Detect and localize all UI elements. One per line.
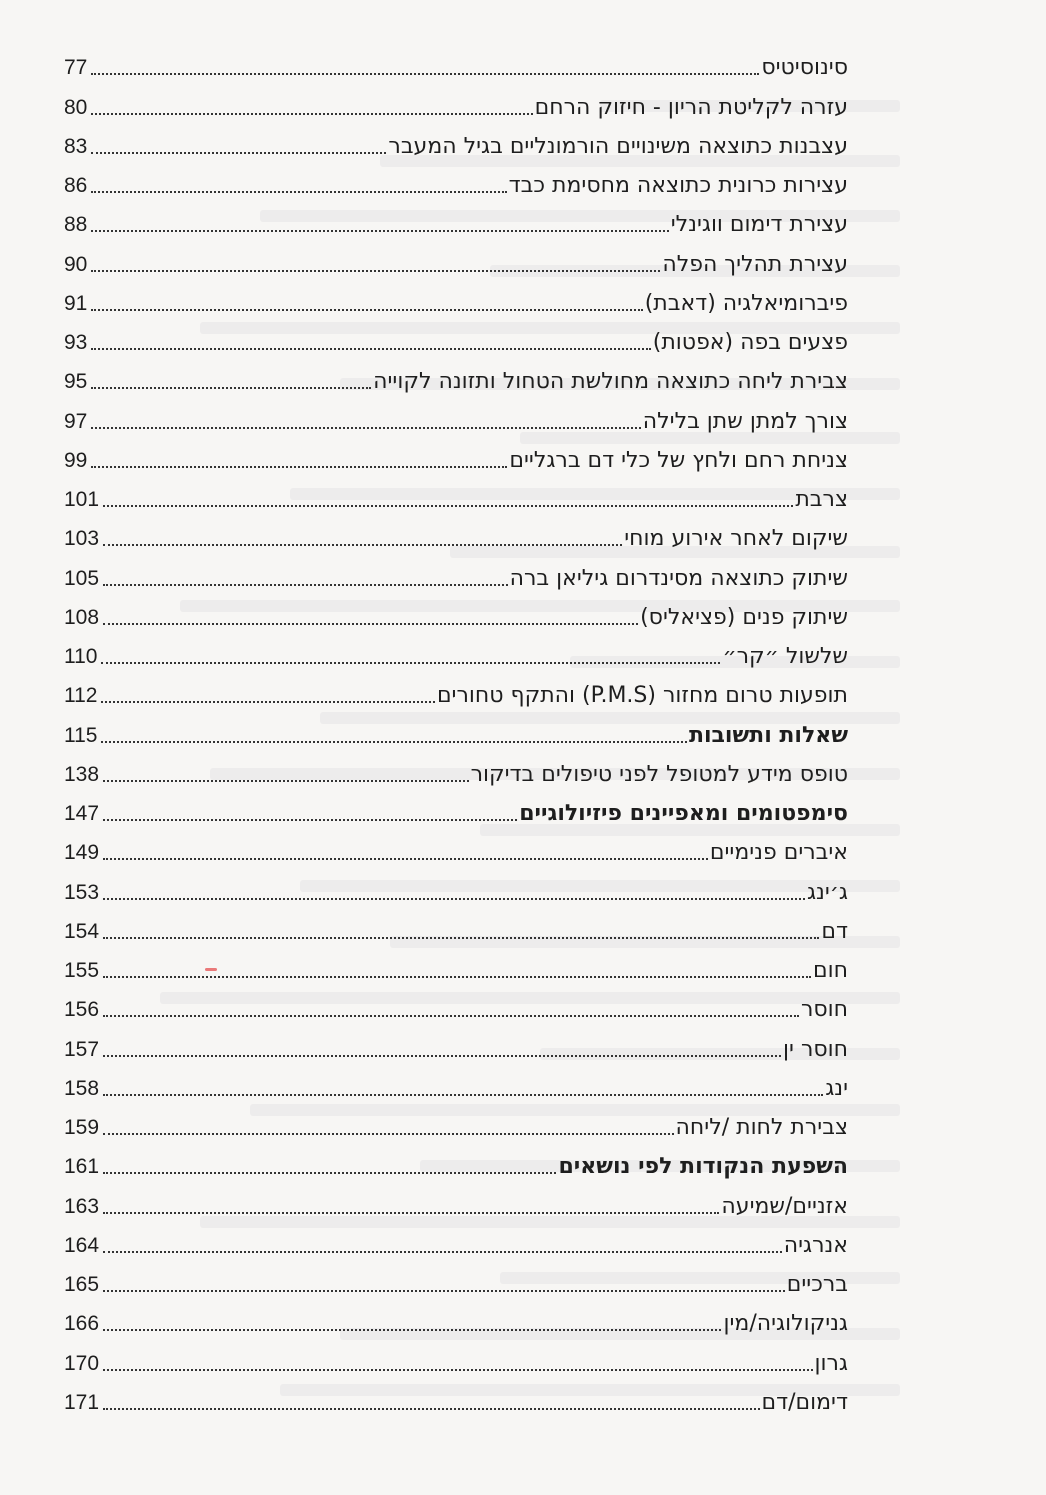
toc-entry — [64, 592, 848, 631]
toc-page-number: 156 — [64, 998, 100, 1022]
toc-page-number: 171 — [64, 1390, 100, 1414]
toc-entry — [64, 1220, 848, 1259]
toc-entry — [64, 1377, 848, 1416]
toc-entry — [64, 238, 848, 277]
toc-entry-title: ינג — [825, 1075, 848, 1101]
toc-entry — [64, 866, 848, 905]
toc-entry-title: טופס מידע למטופל לפני טיפולים בדיקור — [470, 761, 848, 787]
toc-entry-title: פיברומיאלגיה (דאבת) — [644, 290, 848, 316]
toc-page-number: 105 — [64, 566, 100, 590]
toc-dot-leader — [103, 623, 638, 625]
toc-dot-leader — [103, 976, 811, 978]
toc-page-number: 170 — [64, 1351, 100, 1375]
toc-dot-leader — [103, 898, 805, 900]
toc-entry-title: איברים פנימיים — [709, 840, 848, 866]
toc-page-number: 147 — [64, 802, 100, 825]
toc-dot-leader — [103, 544, 622, 546]
toc-entry-title: סימפטומים ומאפיינים פיזיולוגיים — [519, 801, 848, 826]
toc-entry — [64, 435, 848, 474]
toc-entry — [64, 121, 848, 160]
toc-entry-title: צבירת ליחה כתוצאה מחולשת הטחול ותזונה לקוייה — [373, 369, 848, 395]
toc-dot-leader — [91, 348, 650, 350]
toc-page-number: 80 — [64, 95, 88, 119]
toc-dot-leader — [103, 505, 793, 507]
toc-entry — [64, 42, 848, 81]
toc-entry-title: עצירת תהליך הפלה — [662, 251, 848, 277]
toc-page-number: 99 — [64, 448, 88, 472]
toc-dot-leader — [91, 73, 759, 75]
toc-entry-title: השפעת הנקודות לפי נושאים — [558, 1154, 848, 1180]
toc-page-number: 112 — [64, 684, 98, 708]
toc-dot-leader — [103, 780, 469, 782]
toc-entry — [64, 160, 848, 199]
toc-entry — [64, 552, 848, 591]
toc-page-number: 159 — [64, 1116, 100, 1139]
toc-entry — [64, 984, 848, 1023]
toc-dot-leader — [103, 1408, 759, 1410]
toc-page-number: 155 — [64, 959, 100, 982]
toc-page-number: 164 — [64, 1233, 100, 1257]
toc-entry-title: שיקום לאחר אירוע מוחי — [624, 526, 848, 552]
toc-section-heading — [64, 709, 848, 748]
toc-entry-title: חוסר — [800, 997, 848, 1023]
toc-page-number: 88 — [64, 213, 88, 237]
toc-entry — [64, 278, 848, 317]
toc-entry-title: שאלות ותשובות — [688, 722, 848, 748]
toc-entry — [64, 395, 848, 434]
toc-entry — [64, 945, 848, 984]
table-of-contents — [64, 42, 848, 1416]
toc-dot-leader — [91, 309, 642, 311]
toc-entry-title: גניקולוגיה/מין — [723, 1311, 848, 1337]
toc-dot-leader — [91, 427, 640, 429]
toc-entry-title: גרון — [814, 1350, 848, 1376]
toc-page-number: 138 — [64, 762, 100, 786]
toc-page-number: 166 — [64, 1312, 100, 1336]
toc-page-number: 157 — [64, 1037, 100, 1061]
toc-entry-title: חום — [813, 958, 848, 983]
toc-dot-leader — [101, 662, 720, 664]
toc-entry-title: שלשול ״קר״ — [722, 644, 848, 669]
toc-entry-title: שיתוק כתוצאה מסינדרום גיליאן ברה — [509, 565, 848, 591]
toc-entry-title: צבירת לחות /ליחה — [675, 1115, 848, 1140]
toc-entry — [64, 1180, 848, 1219]
toc-entry-title: דם — [821, 918, 848, 944]
toc-entry — [64, 81, 848, 120]
toc-entry — [64, 1337, 848, 1376]
toc-dot-leader — [91, 387, 371, 389]
toc-page-number: 95 — [64, 370, 88, 394]
toc-dot-leader — [103, 1055, 781, 1057]
toc-entry-title: דימום/דם — [761, 1389, 848, 1415]
toc-entry-title: עצירות כרונית כתוצאה מחסימת כבד — [508, 173, 848, 198]
toc-dot-leader — [91, 113, 532, 115]
toc-section-heading — [64, 788, 848, 827]
toc-entry-title: צניחת רחם ולחץ של כלי דם ברגליים — [509, 447, 848, 473]
toc-page-number: 163 — [64, 1194, 100, 1218]
toc-dot-leader — [91, 152, 386, 154]
toc-entry-title: סינוסיטיס — [761, 55, 848, 81]
toc-dot-leader — [103, 1290, 785, 1292]
toc-page-number: 158 — [64, 1076, 100, 1100]
toc-entry-title: פצעים בפה (אפטות) — [652, 330, 848, 355]
toc-dot-leader — [103, 1369, 812, 1371]
toc-page-number: 108 — [64, 605, 100, 629]
toc-entry — [64, 827, 848, 866]
toc-page-number: 115 — [64, 723, 98, 747]
toc-section-heading — [64, 1141, 848, 1180]
toc-page-number: 161 — [64, 1155, 100, 1179]
toc-page-number: 77 — [64, 56, 88, 80]
toc-entry-title: צרבת — [795, 487, 848, 512]
toc-dot-leader — [103, 1212, 719, 1214]
toc-page-number: 153 — [64, 880, 100, 904]
toc-entry — [64, 199, 848, 238]
toc-page-number: 103 — [64, 527, 100, 551]
toc-entry — [64, 749, 848, 788]
toc-page-number: 165 — [64, 1273, 100, 1296]
toc-dot-leader — [101, 741, 686, 743]
toc-entry-title: עצירת דימום ווגינלי — [670, 212, 848, 238]
toc-dot-leader — [91, 191, 506, 193]
toc-page-number: 149 — [64, 841, 100, 865]
toc-entry-title: אזניים/שמיעה — [721, 1193, 848, 1219]
toc-page-number: 154 — [64, 919, 100, 943]
toc-page-number: 83 — [64, 134, 88, 158]
toc-dot-leader — [101, 701, 434, 703]
toc-dot-leader — [103, 1094, 823, 1096]
toc-entry-title: ג׳ינג — [806, 879, 848, 905]
toc-entry — [64, 1298, 848, 1337]
toc-page-number: 97 — [64, 409, 88, 433]
toc-entry-title: חוסר ין — [783, 1036, 848, 1062]
toc-page-number: 91 — [64, 291, 88, 315]
toc-entry — [64, 356, 848, 395]
toc-entry — [64, 631, 848, 670]
toc-page-number: 90 — [64, 252, 88, 276]
toc-entry-title: צורך למתן שתן בלילה — [642, 408, 848, 434]
toc-page-number: 110 — [64, 645, 98, 668]
toc-page-number: 101 — [64, 488, 100, 511]
toc-dot-leader — [103, 937, 819, 939]
toc-dot-leader — [91, 466, 507, 468]
toc-dot-leader — [103, 858, 708, 860]
toc-entry — [64, 1102, 848, 1141]
toc-entry-title: תופעות טרום מחזור (P.M.S) והתקף טחורים — [436, 683, 848, 709]
toc-dot-leader — [103, 1251, 782, 1253]
toc-dot-leader — [103, 1329, 721, 1331]
toc-page-number: 86 — [64, 174, 88, 197]
toc-entry-title: ברכיים — [786, 1272, 848, 1297]
red-ink-mark — [205, 968, 217, 971]
toc-entry — [64, 1063, 848, 1102]
toc-entry-title: עזרה לקליטת הריון - חיזוק הרחם — [534, 94, 848, 120]
toc-entry — [64, 1023, 848, 1062]
toc-dot-leader — [103, 1172, 556, 1174]
toc-entry-title: עצבנות כתוצאה משינויים הורמונליים בגיל המעבר — [388, 133, 848, 159]
toc-entry-title: שיתוק פנים (פציאליס) — [640, 604, 848, 630]
toc-entry — [64, 1259, 848, 1298]
toc-entry — [64, 317, 848, 356]
toc-dot-leader — [103, 1133, 673, 1135]
toc-dot-leader — [103, 819, 517, 821]
toc-dot-leader — [103, 1015, 799, 1017]
toc-entry — [64, 670, 848, 709]
toc-dot-leader — [91, 230, 668, 232]
toc-entry — [64, 474, 848, 513]
toc-dot-leader — [103, 584, 508, 586]
toc-entry — [64, 906, 848, 945]
toc-entry — [64, 513, 848, 552]
toc-entry-title: אנרגיה — [783, 1232, 848, 1258]
toc-page-number: 93 — [64, 331, 88, 354]
toc-dot-leader — [91, 270, 660, 272]
